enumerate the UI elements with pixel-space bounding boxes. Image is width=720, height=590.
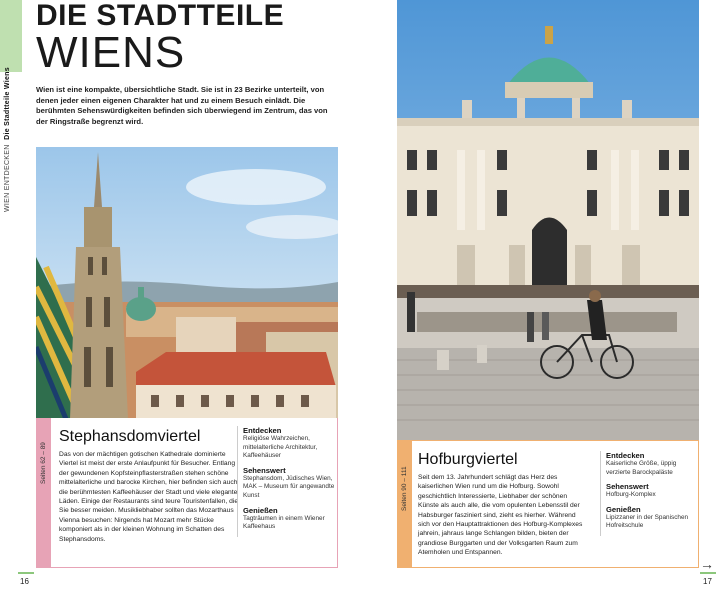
district-facts: [237, 426, 335, 537]
page-number-bar-right: [700, 572, 716, 574]
page-number-right: 17: [703, 577, 712, 586]
entdecken-heading: Entdecken: [606, 451, 645, 460]
sehenswert-heading: Sehenswert: [606, 482, 649, 492]
stephansdom-photo: [36, 147, 338, 419]
entdecken-text: Religiöse Wahrzeichen, mittelalterliche Architektur, Kaffeehäuser: [243, 435, 318, 460]
district-card-hofburgviertel: [397, 440, 699, 568]
chapter-color-tab: [0, 0, 22, 72]
pages-ref: Seiten 90 – 111: [401, 466, 408, 511]
geniessen-heading: Genießen: [243, 505, 278, 515]
pages-ref: Seiten 62 – 89: [40, 442, 47, 484]
district-description: Seit dem 13. Jahrhundert schlägt das Herz des kaiserlichen Wien rund um die Hofburg. Sowohl geschichtlich Interessierte, Liebhaber der schönen Künste als auch alle, die vom opulenten Lebensstil der Habsburger fasziniert sind, zieht es hierher. Während sich vor den Hauptattraktionen des Hofburg-Komplexes jahrein, jahraus lange Schlangen bilden, bieten der grandiose Burggarten und der Volksgarten Raum zum Atemholen und Entspannen.: [418, 474, 583, 557]
geniessen-text: Tagträumen in einem Wiener Kaffeehaus: [243, 514, 325, 531]
district-title: Hofburgviertel: [418, 451, 518, 468]
page-number-left: 16: [20, 577, 29, 586]
running-head-section: WIEN ENTDECKEN: [4, 144, 11, 212]
page-title-line2: WIENS: [36, 28, 186, 77]
sehenswert-text: Stephansdom, Jüdisches Wien, MAK – Museum für angewandte Kunst: [243, 474, 335, 499]
entdecken-text: Kaiserliche Größe, üppig verzierte Barockpaläste: [606, 460, 677, 476]
page-number-bar-left: [18, 572, 34, 574]
running-head: [4, 67, 11, 212]
district-facts: [600, 451, 696, 536]
entdecken-heading: Entdecken: [243, 426, 282, 435]
pages-strip: [398, 441, 412, 567]
geniessen-heading: Genießen: [606, 504, 641, 514]
sehenswert-heading: Sehenswert: [243, 465, 286, 475]
geniessen-text: Lipizzaner in der Spanischen Hofreitschule: [606, 513, 689, 530]
intro-text: Wien ist eine kompakte, übersichtliche Stadt. Sie ist in 23 Bezirke unterteilt, von denen jeder einen eigenen Charakter hat und zu einem Besuch einlädt. Die berühmten Sehenswürdigkeiten befinden sich überwiegend im Zentrum, das von der Ringstraße begrenzt wird.: [36, 85, 328, 126]
hofburg-photo: [397, 0, 699, 440]
running-head-chapter: Die Stadtteile Wiens: [4, 67, 11, 140]
district-title: Stephansdomviertel: [59, 428, 201, 445]
district-card-stephansdomviertel: [36, 418, 338, 568]
arrow-right-icon[interactable]: →: [700, 556, 714, 572]
sehenswert-text: Hofburg-Komplex: [606, 491, 656, 499]
pages-strip: [37, 418, 51, 567]
page-title-line1: DIE STADTTEILE: [36, 0, 285, 32]
district-description: Das von der mächtigen gotischen Kathedrale dominierte Viertel ist meist der erste Anlaufpunkt für Besucher. Entlang der gewundenen Kopfsteinpflasterstraßen stehen schöne mittelalterliche und barocke Kirchen, hier befinden sich auch die berühmtesten Kaffeehäuser der Stadt und viele elegante Läden. Einige der Restaurants sind teure Touristenfallen, die Sie besser meiden. Musikliebhaber sollten das Mozarthaus Vienna besuchen: Nirgends hat Mozart mehr Stücke komponiert als in der kleinen Wohnung im Schatten des Stephansdoms.: [59, 451, 239, 543]
